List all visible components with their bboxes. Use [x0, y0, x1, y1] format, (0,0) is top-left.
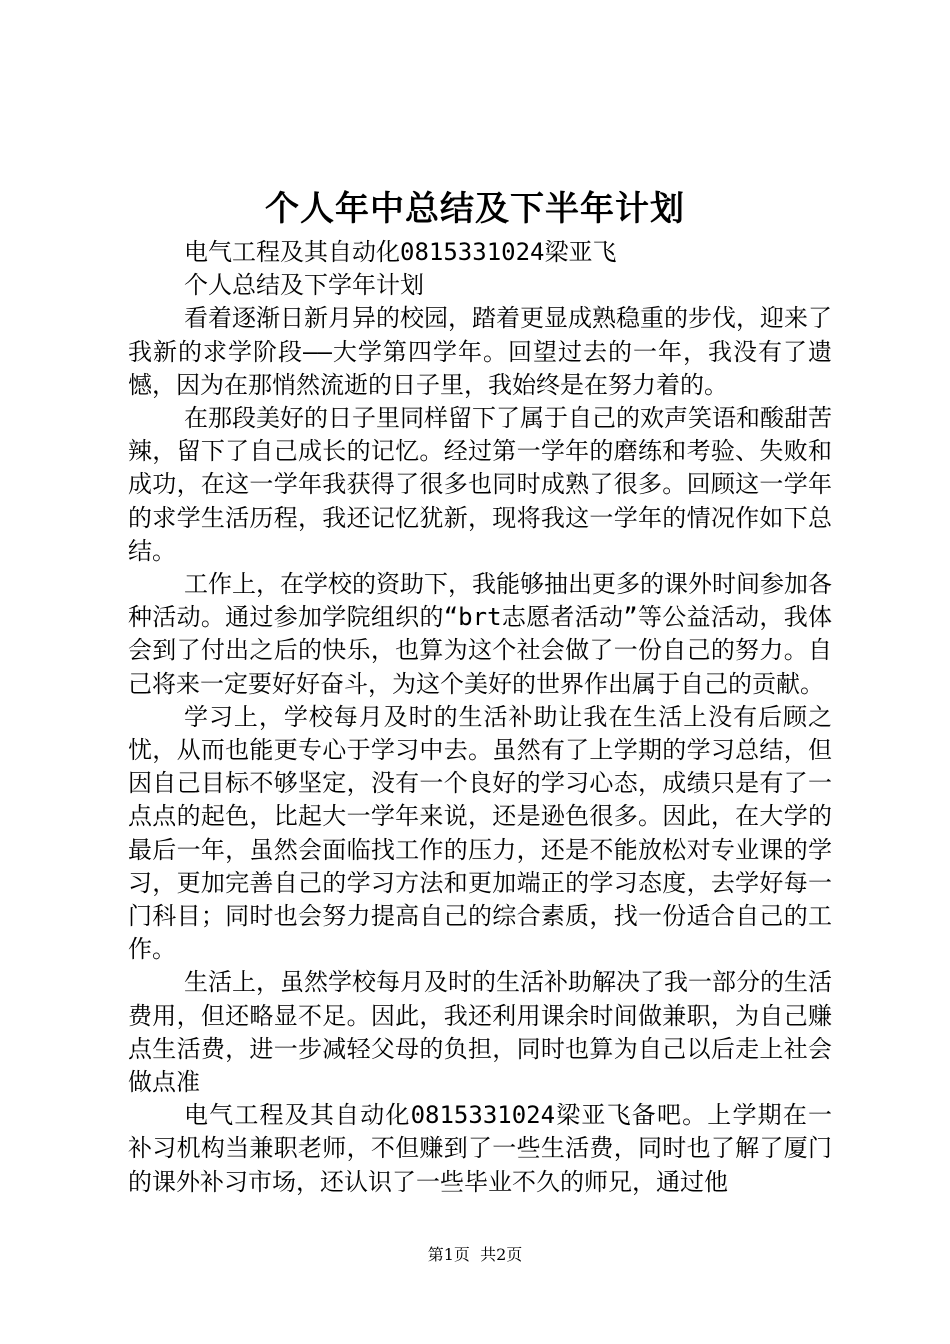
paragraph-life: 生活上，虽然学校每月及时的生活补助解决了我一部分的生活费用，但还略显不足。因此，我还利用课余时间做兼职，为自己赚点生活费，进一步减轻父母的负担，同时也算为自己以后走上社会做点准 [128, 968, 832, 1097]
subtitle-line: 个人总结及下学年计划 [184, 271, 424, 300]
document-body [128, 236, 832, 1199]
paragraph-memories: 在那段美好的日子里同样留下了属于自己的欢声笑语和酸甜苦辣，留下了自己成长的记忆。经过第一学年的磨练和考验、失败和成功，在这一学年我获得了很多也同时成熟了很多。回顾这一学年的求学生活历程，我还记忆犹新，现将我这一学年的情况作如下总结。 [128, 404, 832, 565]
author-line: 电气工程及其自动化0815331024梁亚飞 [184, 238, 617, 266]
document-title: 个人年中总结及下半年计划 [265, 189, 685, 229]
paragraph-study: 学习上，学校每月及时的生活补助让我在生活上没有后顾之忧，从而也能更专心于学习中去。虽然有了上学期的学习总结，但因自己目标不够坚定，没有一个良好的学习心态，成绩只是有了一点点的起色，比起大一学年来说，还是逊色很多。因此，在大学的最后一年，虽然会面临找工作的压力，还是不能放松对专业课的学习，更加完善自己的学习方法和更加端正的学习态度，去学好每一门科目；同时也会努力提高自己的综合素质，找一份适合自己的工作。 [128, 702, 832, 964]
paragraph-work: 工作上，在学校的资助下，我能够抽出更多的课外时间参加各种活动。通过参加学院组织的“brt志愿者活动”等公益活动，我体会到了付出之后的快乐，也算为这个社会做了一份自己的努力。自己将来一定要好好奋斗，为这个美好的世界作出属于自己的贡献。 [128, 570, 832, 698]
paragraph-parttime: 电气工程及其自动化0815331024梁亚飞备吧。上学期在一补习机构当兼职老师，不但赚到了一些生活费，同时也了解了厦门的课外补习市场，还认识了一些毕业不久的师兄，通过他 [128, 1101, 832, 1196]
paragraph-intro: 看着逐渐日新月异的校园，踏着更显成熟稳重的步伐，迎来了我新的求学阶段——大学第四学年。回望过去的一年，我没有了遗憾，因为在那悄然流逝的日子里，我始终是在努力着的。 [128, 304, 832, 399]
page-footer [0, 1244, 950, 1266]
page-number: 第1页 共2页 [427, 1245, 523, 1264]
